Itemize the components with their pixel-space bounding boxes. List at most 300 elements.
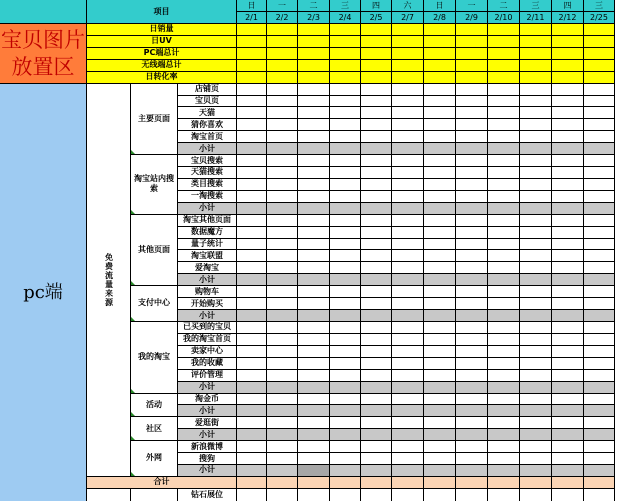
data-cell[interactable] [237,286,267,298]
subtotal-cell[interactable] [488,143,520,155]
data-cell[interactable] [298,370,330,382]
summary-cell[interactable] [520,24,552,36]
data-cell[interactable] [267,358,298,370]
data-cell[interactable] [552,358,584,370]
data-cell[interactable] [552,191,584,203]
summary-cell[interactable] [392,48,424,60]
data-cell[interactable] [267,227,298,239]
subtotal-cell[interactable] [392,143,424,155]
data-cell[interactable] [424,441,456,453]
data-cell[interactable] [520,250,552,262]
summary-cell[interactable] [330,48,361,60]
data-cell[interactable] [584,179,615,191]
subtotal-cell[interactable] [392,274,424,286]
data-cell[interactable] [237,250,267,262]
summary-cell[interactable] [456,60,488,72]
data-cell[interactable] [392,453,424,465]
data-cell[interactable] [552,417,584,429]
data-cell[interactable] [237,239,267,251]
summary-cell[interactable] [456,48,488,60]
data-cell[interactable] [330,131,361,143]
summary-cell[interactable] [392,60,424,72]
data-cell[interactable] [488,239,520,251]
subtotal-cell[interactable] [267,310,298,322]
subtotal-cell[interactable] [488,382,520,394]
data-cell[interactable] [267,286,298,298]
data-cell[interactable] [488,322,520,334]
data-cell[interactable] [330,119,361,131]
subtotal-cell[interactable] [267,429,298,441]
data-cell[interactable] [237,227,267,239]
total-cell[interactable] [520,477,552,489]
data-cell[interactable] [488,262,520,274]
data-cell[interactable] [456,119,488,131]
data-cell[interactable] [424,96,456,108]
data-cell[interactable] [267,119,298,131]
data-cell[interactable] [330,417,361,429]
data-cell[interactable] [330,286,361,298]
subtotal-cell[interactable] [361,310,392,322]
data-cell[interactable] [520,322,552,334]
data-cell[interactable] [330,322,361,334]
data-cell[interactable] [392,167,424,179]
subtotal-cell[interactable] [361,382,392,394]
data-cell[interactable] [361,179,392,191]
summary-cell[interactable] [361,72,392,84]
subtotal-cell[interactable] [298,405,330,417]
data-cell[interactable] [392,394,424,406]
data-cell[interactable] [488,441,520,453]
data-cell[interactable] [392,239,424,251]
data-cell[interactable] [552,179,584,191]
data-cell[interactable] [298,489,330,501]
summary-cell[interactable] [584,48,615,60]
data-cell[interactable] [330,394,361,406]
subtotal-cell[interactable] [361,429,392,441]
subtotal-cell[interactable] [552,382,584,394]
data-cell[interactable] [584,322,615,334]
summary-cell[interactable] [552,24,584,36]
data-cell[interactable] [267,167,298,179]
subtotal-cell[interactable] [584,143,615,155]
data-cell[interactable] [424,394,456,406]
data-cell[interactable] [520,155,552,167]
data-cell[interactable] [267,155,298,167]
data-cell[interactable] [456,107,488,119]
subtotal-cell[interactable] [520,429,552,441]
data-cell[interactable] [552,370,584,382]
summary-cell[interactable] [237,36,267,48]
data-cell[interactable] [361,167,392,179]
data-cell[interactable] [552,167,584,179]
data-cell[interactable] [424,179,456,191]
data-cell[interactable] [330,453,361,465]
summary-cell[interactable] [267,48,298,60]
subtotal-cell[interactable] [552,405,584,417]
subtotal-cell[interactable] [520,382,552,394]
data-cell[interactable] [456,84,488,96]
data-cell[interactable] [456,394,488,406]
data-cell[interactable] [584,298,615,310]
data-cell[interactable] [298,84,330,96]
data-cell[interactable] [392,489,424,501]
data-cell[interactable] [330,227,361,239]
data-cell[interactable] [520,453,552,465]
summary-cell[interactable] [520,72,552,84]
data-cell[interactable] [330,262,361,274]
subtotal-cell[interactable] [392,382,424,394]
summary-cell[interactable] [237,48,267,60]
summary-cell[interactable] [488,72,520,84]
data-cell[interactable] [298,131,330,143]
summary-cell[interactable] [520,60,552,72]
data-cell[interactable] [392,417,424,429]
subtotal-cell[interactable] [330,274,361,286]
data-cell[interactable] [584,334,615,346]
data-cell[interactable] [488,370,520,382]
data-cell[interactable] [392,131,424,143]
data-cell[interactable] [361,250,392,262]
data-cell[interactable] [298,298,330,310]
data-cell[interactable] [361,370,392,382]
data-cell[interactable] [488,191,520,203]
subtotal-cell[interactable] [456,429,488,441]
data-cell[interactable] [520,417,552,429]
subtotal-cell[interactable] [424,203,456,215]
data-cell[interactable] [456,239,488,251]
data-cell[interactable] [520,167,552,179]
data-cell[interactable] [584,227,615,239]
subtotal-cell[interactable] [456,143,488,155]
data-cell[interactable] [330,239,361,251]
summary-cell[interactable] [267,60,298,72]
summary-cell[interactable] [237,72,267,84]
data-cell[interactable] [424,417,456,429]
data-cell[interactable] [520,131,552,143]
data-cell[interactable] [488,286,520,298]
total-cell[interactable] [456,477,488,489]
data-cell[interactable] [488,417,520,429]
summary-cell[interactable] [267,36,298,48]
data-cell[interactable] [520,119,552,131]
data-cell[interactable] [392,215,424,227]
subtotal-cell[interactable] [424,429,456,441]
subtotal-cell[interactable] [298,274,330,286]
summary-cell[interactable] [424,48,456,60]
data-cell[interactable] [237,489,267,501]
subtotal-cell[interactable] [392,203,424,215]
subtotal-cell[interactable] [267,405,298,417]
data-cell[interactable] [584,250,615,262]
data-cell[interactable] [330,84,361,96]
subtotal-cell[interactable] [237,405,267,417]
data-cell[interactable] [584,155,615,167]
subtotal-cell[interactable] [424,274,456,286]
data-cell[interactable] [237,441,267,453]
data-cell[interactable] [424,358,456,370]
data-cell[interactable] [488,453,520,465]
subtotal-cell[interactable] [298,429,330,441]
data-cell[interactable] [456,179,488,191]
data-cell[interactable] [392,107,424,119]
data-cell[interactable] [488,96,520,108]
data-cell[interactable] [237,167,267,179]
data-cell[interactable] [237,394,267,406]
data-cell[interactable] [424,370,456,382]
data-cell[interactable] [361,346,392,358]
data-cell[interactable] [584,84,615,96]
data-cell[interactable] [456,358,488,370]
data-cell[interactable] [488,215,520,227]
subtotal-cell[interactable] [584,429,615,441]
data-cell[interactable] [520,334,552,346]
summary-cell[interactable] [361,60,392,72]
data-cell[interactable] [361,84,392,96]
total-cell[interactable] [488,477,520,489]
data-cell[interactable] [298,334,330,346]
total-cell[interactable] [267,477,298,489]
data-cell[interactable] [267,215,298,227]
data-cell[interactable] [488,84,520,96]
data-cell[interactable] [520,358,552,370]
data-cell[interactable] [488,334,520,346]
data-cell[interactable] [237,84,267,96]
subtotal-cell[interactable] [520,465,552,477]
subtotal-cell[interactable] [584,310,615,322]
subtotal-cell[interactable] [330,465,361,477]
summary-cell[interactable] [456,24,488,36]
data-cell[interactable] [392,334,424,346]
data-cell[interactable] [520,370,552,382]
data-cell[interactable] [552,394,584,406]
summary-cell[interactable] [267,72,298,84]
data-cell[interactable] [392,370,424,382]
data-cell[interactable] [456,346,488,358]
data-cell[interactable] [552,155,584,167]
data-cell[interactable] [298,417,330,429]
data-cell[interactable] [424,286,456,298]
data-cell[interactable] [488,298,520,310]
data-cell[interactable] [330,191,361,203]
data-cell[interactable] [237,191,267,203]
subtotal-cell[interactable] [424,382,456,394]
data-cell[interactable] [584,489,615,501]
data-cell[interactable] [584,441,615,453]
data-cell[interactable] [237,96,267,108]
data-cell[interactable] [392,96,424,108]
data-cell[interactable] [361,227,392,239]
subtotal-cell[interactable] [237,203,267,215]
subtotal-cell[interactable] [330,405,361,417]
subtotal-cell[interactable] [552,203,584,215]
data-cell[interactable] [424,298,456,310]
subtotal-cell[interactable] [237,143,267,155]
total-cell[interactable] [552,477,584,489]
data-cell[interactable] [298,250,330,262]
data-cell[interactable] [520,441,552,453]
data-cell[interactable] [424,155,456,167]
data-cell[interactable] [392,250,424,262]
data-cell[interactable] [392,298,424,310]
data-cell[interactable] [456,298,488,310]
data-cell[interactable] [361,322,392,334]
data-cell[interactable] [298,96,330,108]
summary-cell[interactable] [267,24,298,36]
data-cell[interactable] [552,441,584,453]
data-cell[interactable] [298,179,330,191]
data-cell[interactable] [237,334,267,346]
subtotal-cell[interactable] [488,465,520,477]
data-cell[interactable] [237,119,267,131]
data-cell[interactable] [584,119,615,131]
data-cell[interactable] [424,167,456,179]
data-cell[interactable] [237,298,267,310]
summary-cell[interactable] [424,36,456,48]
data-cell[interactable] [392,155,424,167]
data-cell[interactable] [237,453,267,465]
subtotal-cell[interactable] [424,310,456,322]
data-cell[interactable] [267,107,298,119]
subtotal-cell[interactable] [298,203,330,215]
subtotal-cell[interactable] [488,405,520,417]
subtotal-cell[interactable] [520,143,552,155]
data-cell[interactable] [520,346,552,358]
data-cell[interactable] [424,191,456,203]
data-cell[interactable] [456,250,488,262]
data-cell[interactable] [584,358,615,370]
data-cell[interactable] [330,250,361,262]
summary-cell[interactable] [392,24,424,36]
data-cell[interactable] [361,239,392,251]
data-cell[interactable] [267,334,298,346]
data-cell[interactable] [584,131,615,143]
data-cell[interactable] [237,322,267,334]
data-cell[interactable] [298,239,330,251]
data-cell[interactable] [267,298,298,310]
summary-cell[interactable] [298,36,330,48]
data-cell[interactable] [520,227,552,239]
subtotal-cell[interactable] [361,203,392,215]
subtotal-cell[interactable] [237,274,267,286]
data-cell[interactable] [488,250,520,262]
data-cell[interactable] [520,394,552,406]
summary-cell[interactable] [520,48,552,60]
data-cell[interactable] [424,453,456,465]
summary-cell[interactable] [298,60,330,72]
subtotal-cell[interactable] [361,465,392,477]
subtotal-cell[interactable] [520,274,552,286]
data-cell[interactable] [552,84,584,96]
data-cell[interactable] [237,155,267,167]
subtotal-cell[interactable] [361,143,392,155]
subtotal-cell[interactable] [298,143,330,155]
data-cell[interactable] [584,262,615,274]
data-cell[interactable] [456,215,488,227]
data-cell[interactable] [267,179,298,191]
data-cell[interactable] [424,250,456,262]
subtotal-cell[interactable] [298,382,330,394]
data-cell[interactable] [330,441,361,453]
data-cell[interactable] [488,119,520,131]
data-cell[interactable] [584,417,615,429]
data-cell[interactable] [456,334,488,346]
subtotal-cell[interactable] [584,405,615,417]
data-cell[interactable] [392,441,424,453]
data-cell[interactable] [267,262,298,274]
data-cell[interactable] [456,155,488,167]
data-cell[interactable] [552,107,584,119]
data-cell[interactable] [392,286,424,298]
data-cell[interactable] [237,417,267,429]
data-cell[interactable] [392,262,424,274]
data-cell[interactable] [488,394,520,406]
data-cell[interactable] [267,489,298,501]
subtotal-cell[interactable] [298,465,330,477]
data-cell[interactable] [267,191,298,203]
data-cell[interactable] [552,286,584,298]
data-cell[interactable] [488,346,520,358]
subtotal-cell[interactable] [392,405,424,417]
data-cell[interactable] [552,96,584,108]
data-cell[interactable] [267,131,298,143]
data-cell[interactable] [298,191,330,203]
data-cell[interactable] [584,239,615,251]
data-cell[interactable] [584,346,615,358]
total-cell[interactable] [424,477,456,489]
data-cell[interactable] [267,96,298,108]
subtotal-cell[interactable] [392,465,424,477]
summary-cell[interactable] [552,60,584,72]
summary-cell[interactable] [456,72,488,84]
data-cell[interactable] [552,239,584,251]
subtotal-cell[interactable] [584,203,615,215]
summary-cell[interactable] [330,72,361,84]
subtotal-cell[interactable] [392,310,424,322]
data-cell[interactable] [456,191,488,203]
data-cell[interactable] [361,489,392,501]
data-cell[interactable] [424,131,456,143]
data-cell[interactable] [267,84,298,96]
data-cell[interactable] [298,119,330,131]
summary-cell[interactable] [520,36,552,48]
subtotal-cell[interactable] [456,382,488,394]
subtotal-cell[interactable] [488,274,520,286]
data-cell[interactable] [298,167,330,179]
summary-cell[interactable] [392,72,424,84]
data-cell[interactable] [330,96,361,108]
data-cell[interactable] [361,358,392,370]
data-cell[interactable] [330,107,361,119]
data-cell[interactable] [488,179,520,191]
data-cell[interactable] [330,179,361,191]
subtotal-cell[interactable] [424,405,456,417]
data-cell[interactable] [298,358,330,370]
data-cell[interactable] [456,286,488,298]
data-cell[interactable] [424,262,456,274]
data-cell[interactable] [361,155,392,167]
data-cell[interactable] [424,334,456,346]
data-cell[interactable] [237,179,267,191]
data-cell[interactable] [552,489,584,501]
subtotal-cell[interactable] [237,382,267,394]
data-cell[interactable] [488,131,520,143]
data-cell[interactable] [298,155,330,167]
data-cell[interactable] [456,370,488,382]
data-cell[interactable] [552,250,584,262]
data-cell[interactable] [520,286,552,298]
data-cell[interactable] [424,227,456,239]
subtotal-cell[interactable] [330,429,361,441]
